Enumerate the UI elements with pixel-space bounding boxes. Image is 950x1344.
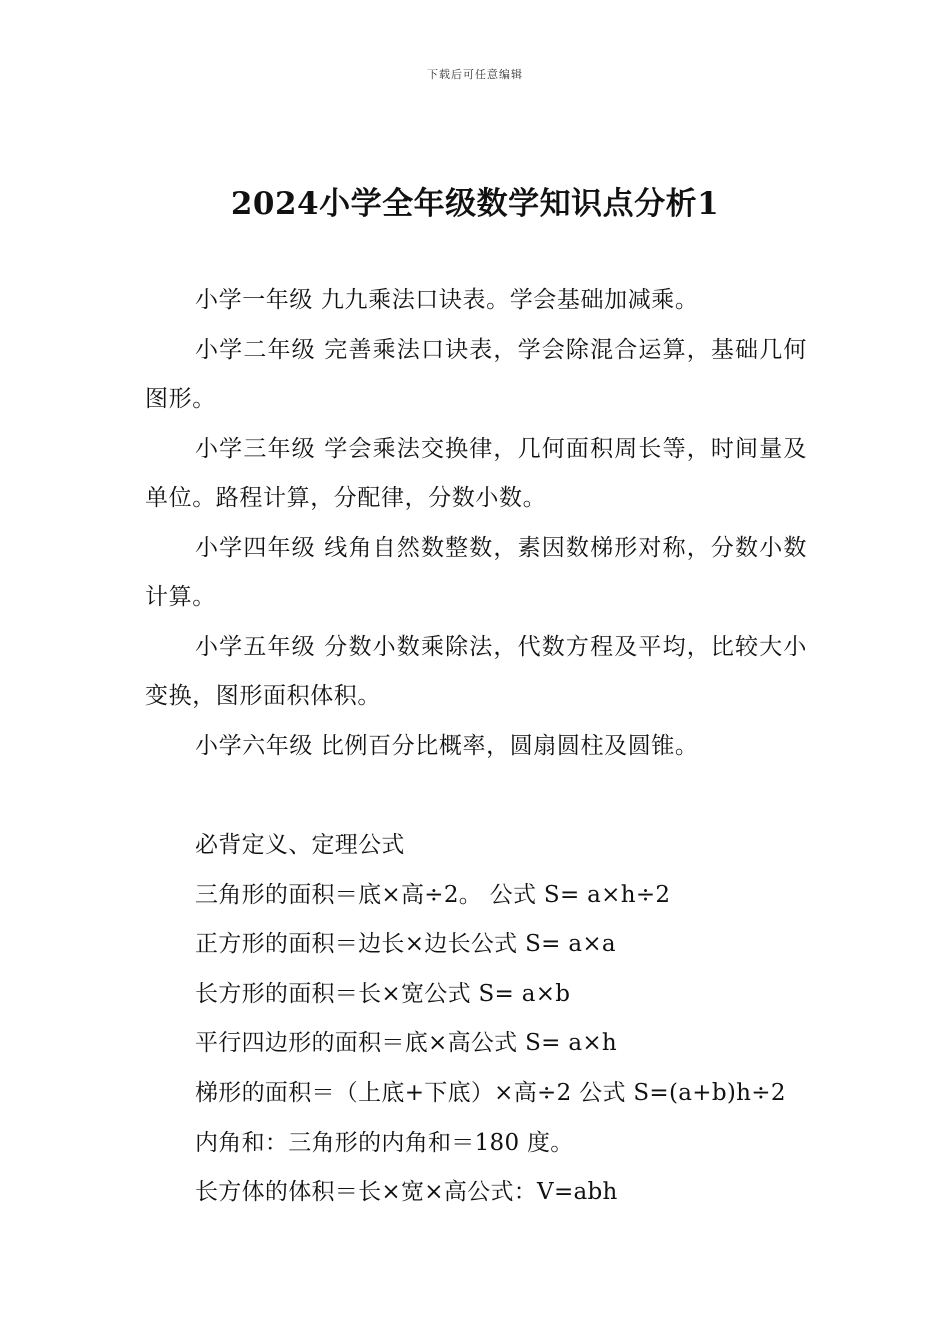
grade-1-paragraph: 小学一年级 九九乘法口诀表。学会基础加减乘。 — [195, 287, 699, 313]
formula-parallelogram-area: 平行四边形的面积＝底×高公式 S= a×h — [195, 1030, 618, 1057]
formula-section — [195, 821, 815, 1218]
grade-5-paragraph: 小学五年级 分数小数乘除法，代数方程及平均，比较大小变换，图形面积体积。 — [145, 633, 807, 709]
grade-4-paragraph: 小学四年级 线角自然数整数，素因数梯形对称，分数小数计算。 — [145, 534, 807, 610]
formula-cuboid-volume: 长方体的体积＝长×宽×高公式：V=abh — [195, 1179, 618, 1206]
formula-trapezoid-area: 梯形的面积＝（上底+下底）×高÷2 公式 S=(a+b)h÷2 — [195, 1079, 786, 1106]
formula-triangle-angle-sum: 内角和：三角形的内角和＝180 度。 — [195, 1129, 574, 1156]
grade-2-paragraph: 小学二年级 完善乘法口诀表，学会除混合运算，基础几何图形。 — [145, 336, 807, 412]
header-note: 下载后可任意编辑 — [427, 68, 523, 81]
grade-3-paragraph: 小学三年级 学会乘法交换律，几何面积周长等，时间量及单位。路程计算，分配律，分数小数。 — [145, 435, 807, 511]
formula-rectangle-area: 长方形的面积＝长×宽公式 S= a×b — [195, 980, 571, 1007]
document-title: 2024小学全年级数学知识点分析1 — [230, 186, 720, 222]
formula-square-area: 正方形的面积＝边长×边长公式 S= a×a — [195, 931, 616, 958]
formula-heading: 必背定义、定理公式 — [195, 832, 405, 858]
grade-overview — [145, 276, 807, 771]
grade-6-paragraph: 小学六年级 比例百分比概率，圆扇圆柱及圆锥。 — [195, 732, 699, 759]
formula-triangle-area: 三角形的面积＝底×高÷2。 公式 S= a×h÷2 — [195, 881, 671, 908]
